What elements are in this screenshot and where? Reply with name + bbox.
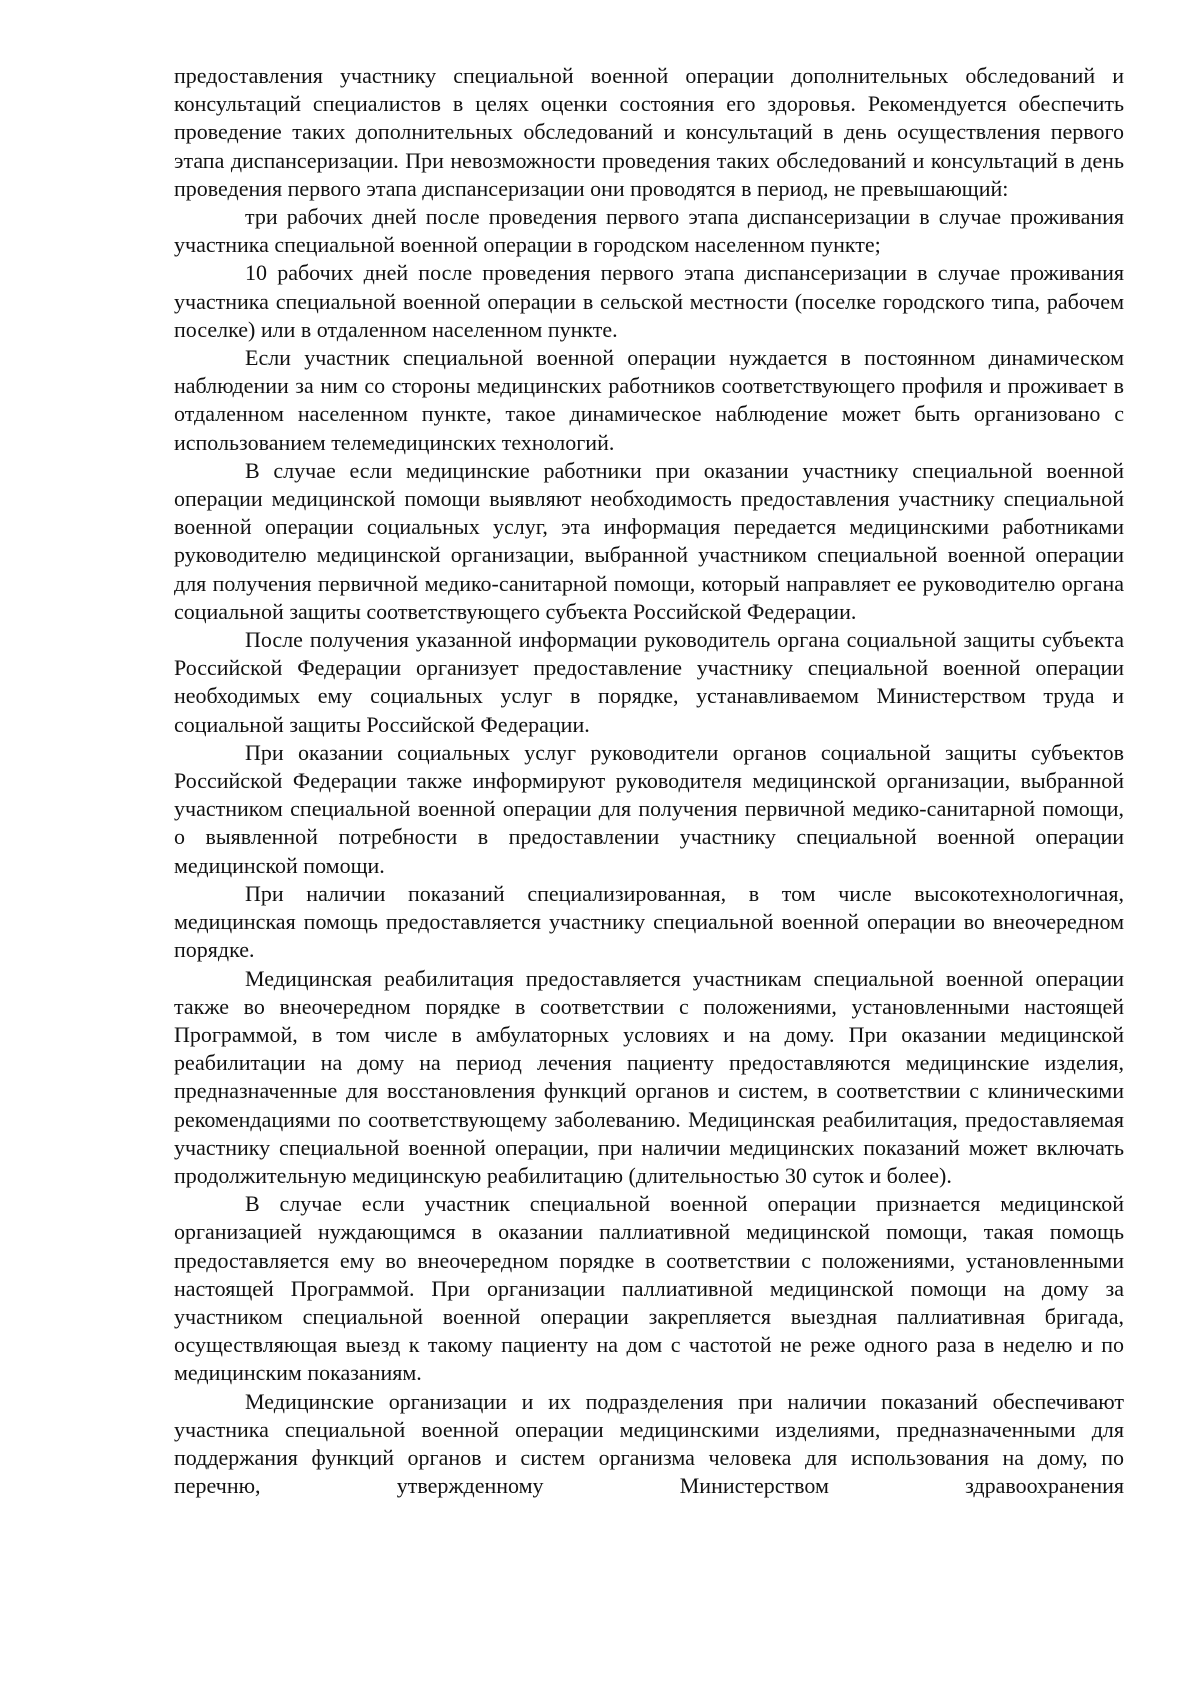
paragraph-urban-deadline: три рабочих дней после проведения первого этапа диспансеризации в случае проживания участника специальной военной операции в городском населенном пункте; — [174, 204, 1124, 258]
paragraph-social-services-informing: При оказании социальных услуг руководители органов социальной защиты субъектов Российской Федерации также информируют руководителя медицинской организации, выбранной участником специальной военной операции для получения первичной медико-санитарной помощи, о выявленной потребности в предоставлении участнику специальной военной операции медицинской помощи. — [174, 739, 1124, 878]
document-page — [174, 62, 1124, 1500]
paragraph-social-services-provision: После получения указанной информации руководитель органа социальной защиты субъекта Российской Федерации организует предоставление участнику специальной военной операции необходимых ему социальных услуг в порядке, устанавливаемом Министерством труда и социальной защиты Российской Федерации. — [174, 627, 1124, 737]
paragraph-palliative-care: В случае если участник специальной военной операции признается медицинской организацией нуждающимся в оказании паллиативной медицинской помощи, такая помощь предоставляется ему во внеочередном порядке в соответствии с положениями, установленными настоящей Программой. При организации паллиативной медицинской помощи на дому за участником специальной военной операции закрепляется выездная паллиативная бригада, осуществляющая выезд к такому пациенту на дом с частотой не реже одного раза в неделю и по медицинским показаниям. — [174, 1191, 1124, 1386]
paragraph-medical-devices: Медицинские организации и их подразделения при наличии показаний обеспечивают участника специальной военной операции медицинскими изделиями, предназначенными для поддержания функций органов и систем организма человека для использования на дому, по перечню, утвержденному Министерством здравоохранения — [174, 1388, 1124, 1499]
paragraph-dynamic-monitoring: Если участник специальной военной операции нуждается в постоянном динамическом наблюдении за ним со стороны медицинских работников соответствующего профиля и проживает в отдаленном населенном пункте, такое динамическое наблюдение может быть организовано с использованием телемедицинских технологий. — [174, 345, 1124, 455]
paragraph-medical-rehabilitation: Медицинская реабилитация предоставляется участникам специальной военной операции также во внеочередном порядке в соответствии с положениями, установленными настоящей Программой, в том числе в амбулаторных условиях и на дому. При оказании медицинской реабилитации на дому на период лечения пациенту предоставляются медицинские изделия, предназначенные для восстановления функций органов и систем, в соответствии с клиническими рекомендациями по соответствующему заболеванию. Медицинская реабилитация, предоставляемая участнику специальной военной операции, при наличии медицинских показаний может включать продолжительную медицинскую реабилитацию (длительностью 30 суток и более). — [174, 965, 1124, 1188]
paragraph-specialized-care: При наличии показаний специализированная, в том числе высокотехнологичная, медицинская помощь предоставляется участнику специальной военной операции во внеочередном порядке. — [174, 880, 1124, 963]
paragraph-rural-deadline: 10 рабочих дней после проведения первого этапа диспансеризации в случае проживания участника специальной военной операции в сельской местности (поселке городского типа, рабочем поселке) или в отдаленном населенном пункте. — [174, 260, 1124, 342]
paragraph-social-services-need: В случае если медицинские работники при оказании участнику специальной военной операции медицинской помощи выявляют необходимость предоставления участнику специальной военной операции социальных услуг, эта информация передается медицинскими работниками руководителю медицинской организации, выбранной участником специальной военной операции для получения первичной медико-санитарной помощи, который направляет ее руководителю органа социальной защиты соответствующего субъекта Российской Федерации. — [174, 457, 1124, 624]
paragraph-continuation: предоставления участнику специальной военной операции дополнительных обследований и консультаций специалистов в целях оценки состояния его здоровья. Рекомендуется обеспечить проведение таких дополнительных обследований и консультаций в день осуществления первого этапа диспансеризации. При невозможности проведения таких обследований и консультаций в день проведения первого этапа диспансеризации они проводятся в период, не превышающий: — [174, 63, 1124, 201]
